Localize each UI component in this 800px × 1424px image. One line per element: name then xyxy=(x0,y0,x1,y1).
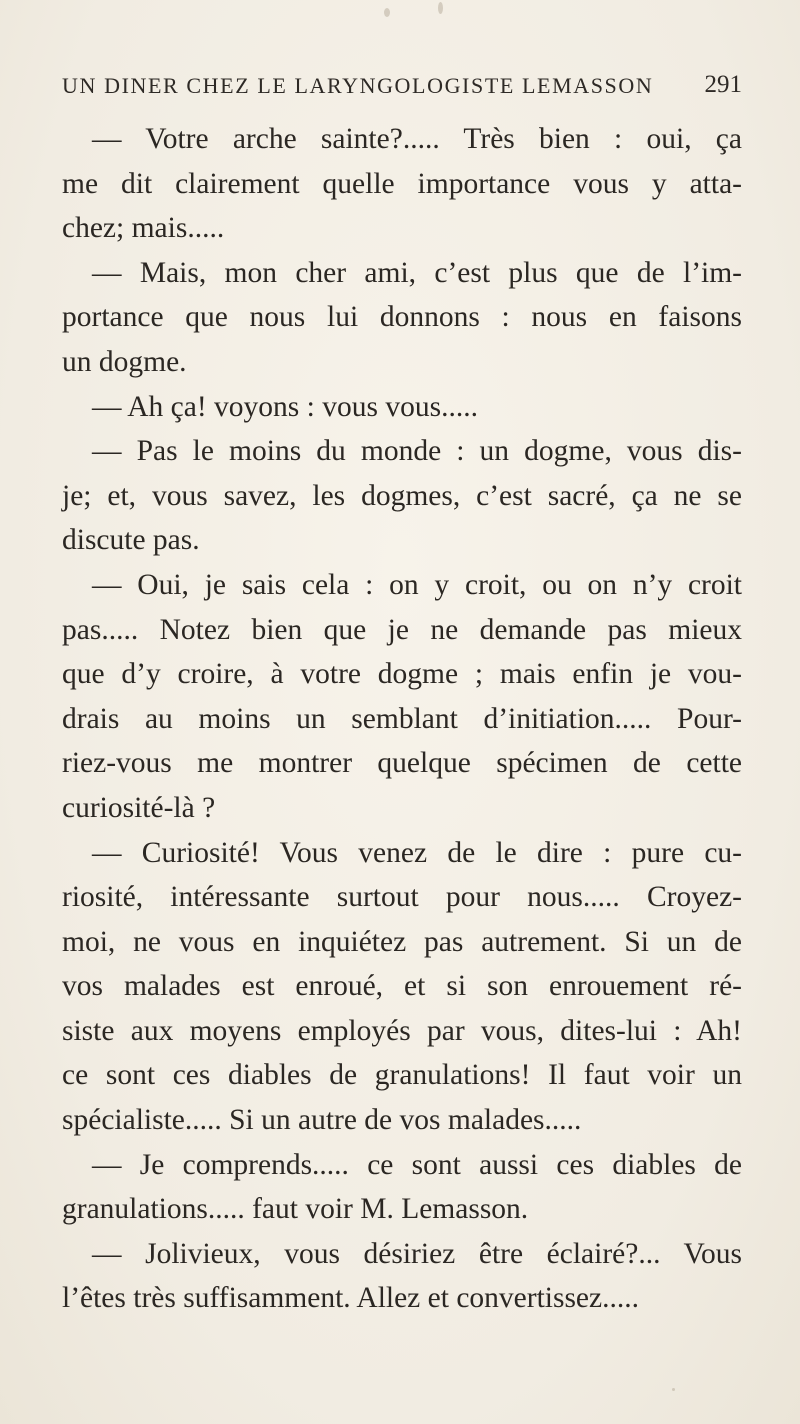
text-line: drais au moins un semblant d’initiation..... Pour- xyxy=(62,702,742,735)
paper-speck xyxy=(384,8,390,17)
text-line: me dit clairement quelle importance vous y atta- xyxy=(62,167,742,200)
text-line: granulations..... faut voir M. Lemasson. xyxy=(62,1193,529,1226)
text-line: — Je comprends..... ce sont aussi ces diables de xyxy=(92,1148,742,1181)
text-line: discute pas. xyxy=(62,524,200,557)
text-line: — Votre arche sainte?..... Très bien : oui, ça xyxy=(92,123,742,155)
text-line: spécialiste..... Si un autre de vos malades..... xyxy=(62,1104,582,1137)
text-line: vos malades est enroué, et si son enrouement ré- xyxy=(62,970,742,1003)
text-line: l’êtes très suffisamment. Allez et convertissez..... xyxy=(62,1282,639,1315)
paper-speck xyxy=(438,2,443,14)
text-line: portance que nous lui donnons : nous en faisons xyxy=(62,301,742,334)
text-line: curiosité-là ? xyxy=(62,791,216,824)
text-line: riosité, intéressante surtout pour nous..... Croyez- xyxy=(62,881,742,914)
running-title: UN DINER CHEZ LE LARYNGOLOGISTE LEMASSON xyxy=(62,73,654,98)
text-line: — Jolivieux, vous désiriez être éclairé?... Vous xyxy=(92,1237,742,1270)
text-line: riez-vous me montrer quelque spécimen de cette xyxy=(62,747,742,780)
paper-speck xyxy=(645,268,649,272)
text-line: un dogme. xyxy=(62,345,187,378)
paper-speck xyxy=(672,1388,675,1391)
text-line: pas..... Notez bien que je ne demande pas mieux xyxy=(62,613,742,646)
text-line: — Curiosité! Vous venez de le dire : pure cu- xyxy=(92,836,742,869)
text-line: — Pas le moins du monde : un dogme, vous dis- xyxy=(92,435,742,468)
text-line: que d’y croire, à votre dogme ; mais enfin je vou- xyxy=(62,658,742,691)
text-line: — Mais, mon cher ami, c’est plus que de l’im- xyxy=(92,256,742,289)
text-line: ce sont ces diables de granulations! Il faut voir un xyxy=(62,1059,742,1092)
text-line: moi, ne vous en inquiétez pas autrement. Si un de xyxy=(62,925,742,958)
body-text xyxy=(62,117,742,1321)
text-line: siste aux moyens employés par vous, dites-lui : Ah! xyxy=(62,1014,742,1047)
page-number: 291 xyxy=(704,71,742,98)
text-line: — Oui, je sais cela : on y croit, ou on n’y croit xyxy=(92,568,742,601)
text-line: je; et, vous savez, les dogmes, c’est sacré, ça ne se xyxy=(62,479,742,512)
text-line: chez; mais..... xyxy=(62,212,225,245)
running-header xyxy=(62,73,742,99)
text-line: — Ah ça! voyons : vous vous..... xyxy=(92,390,478,423)
